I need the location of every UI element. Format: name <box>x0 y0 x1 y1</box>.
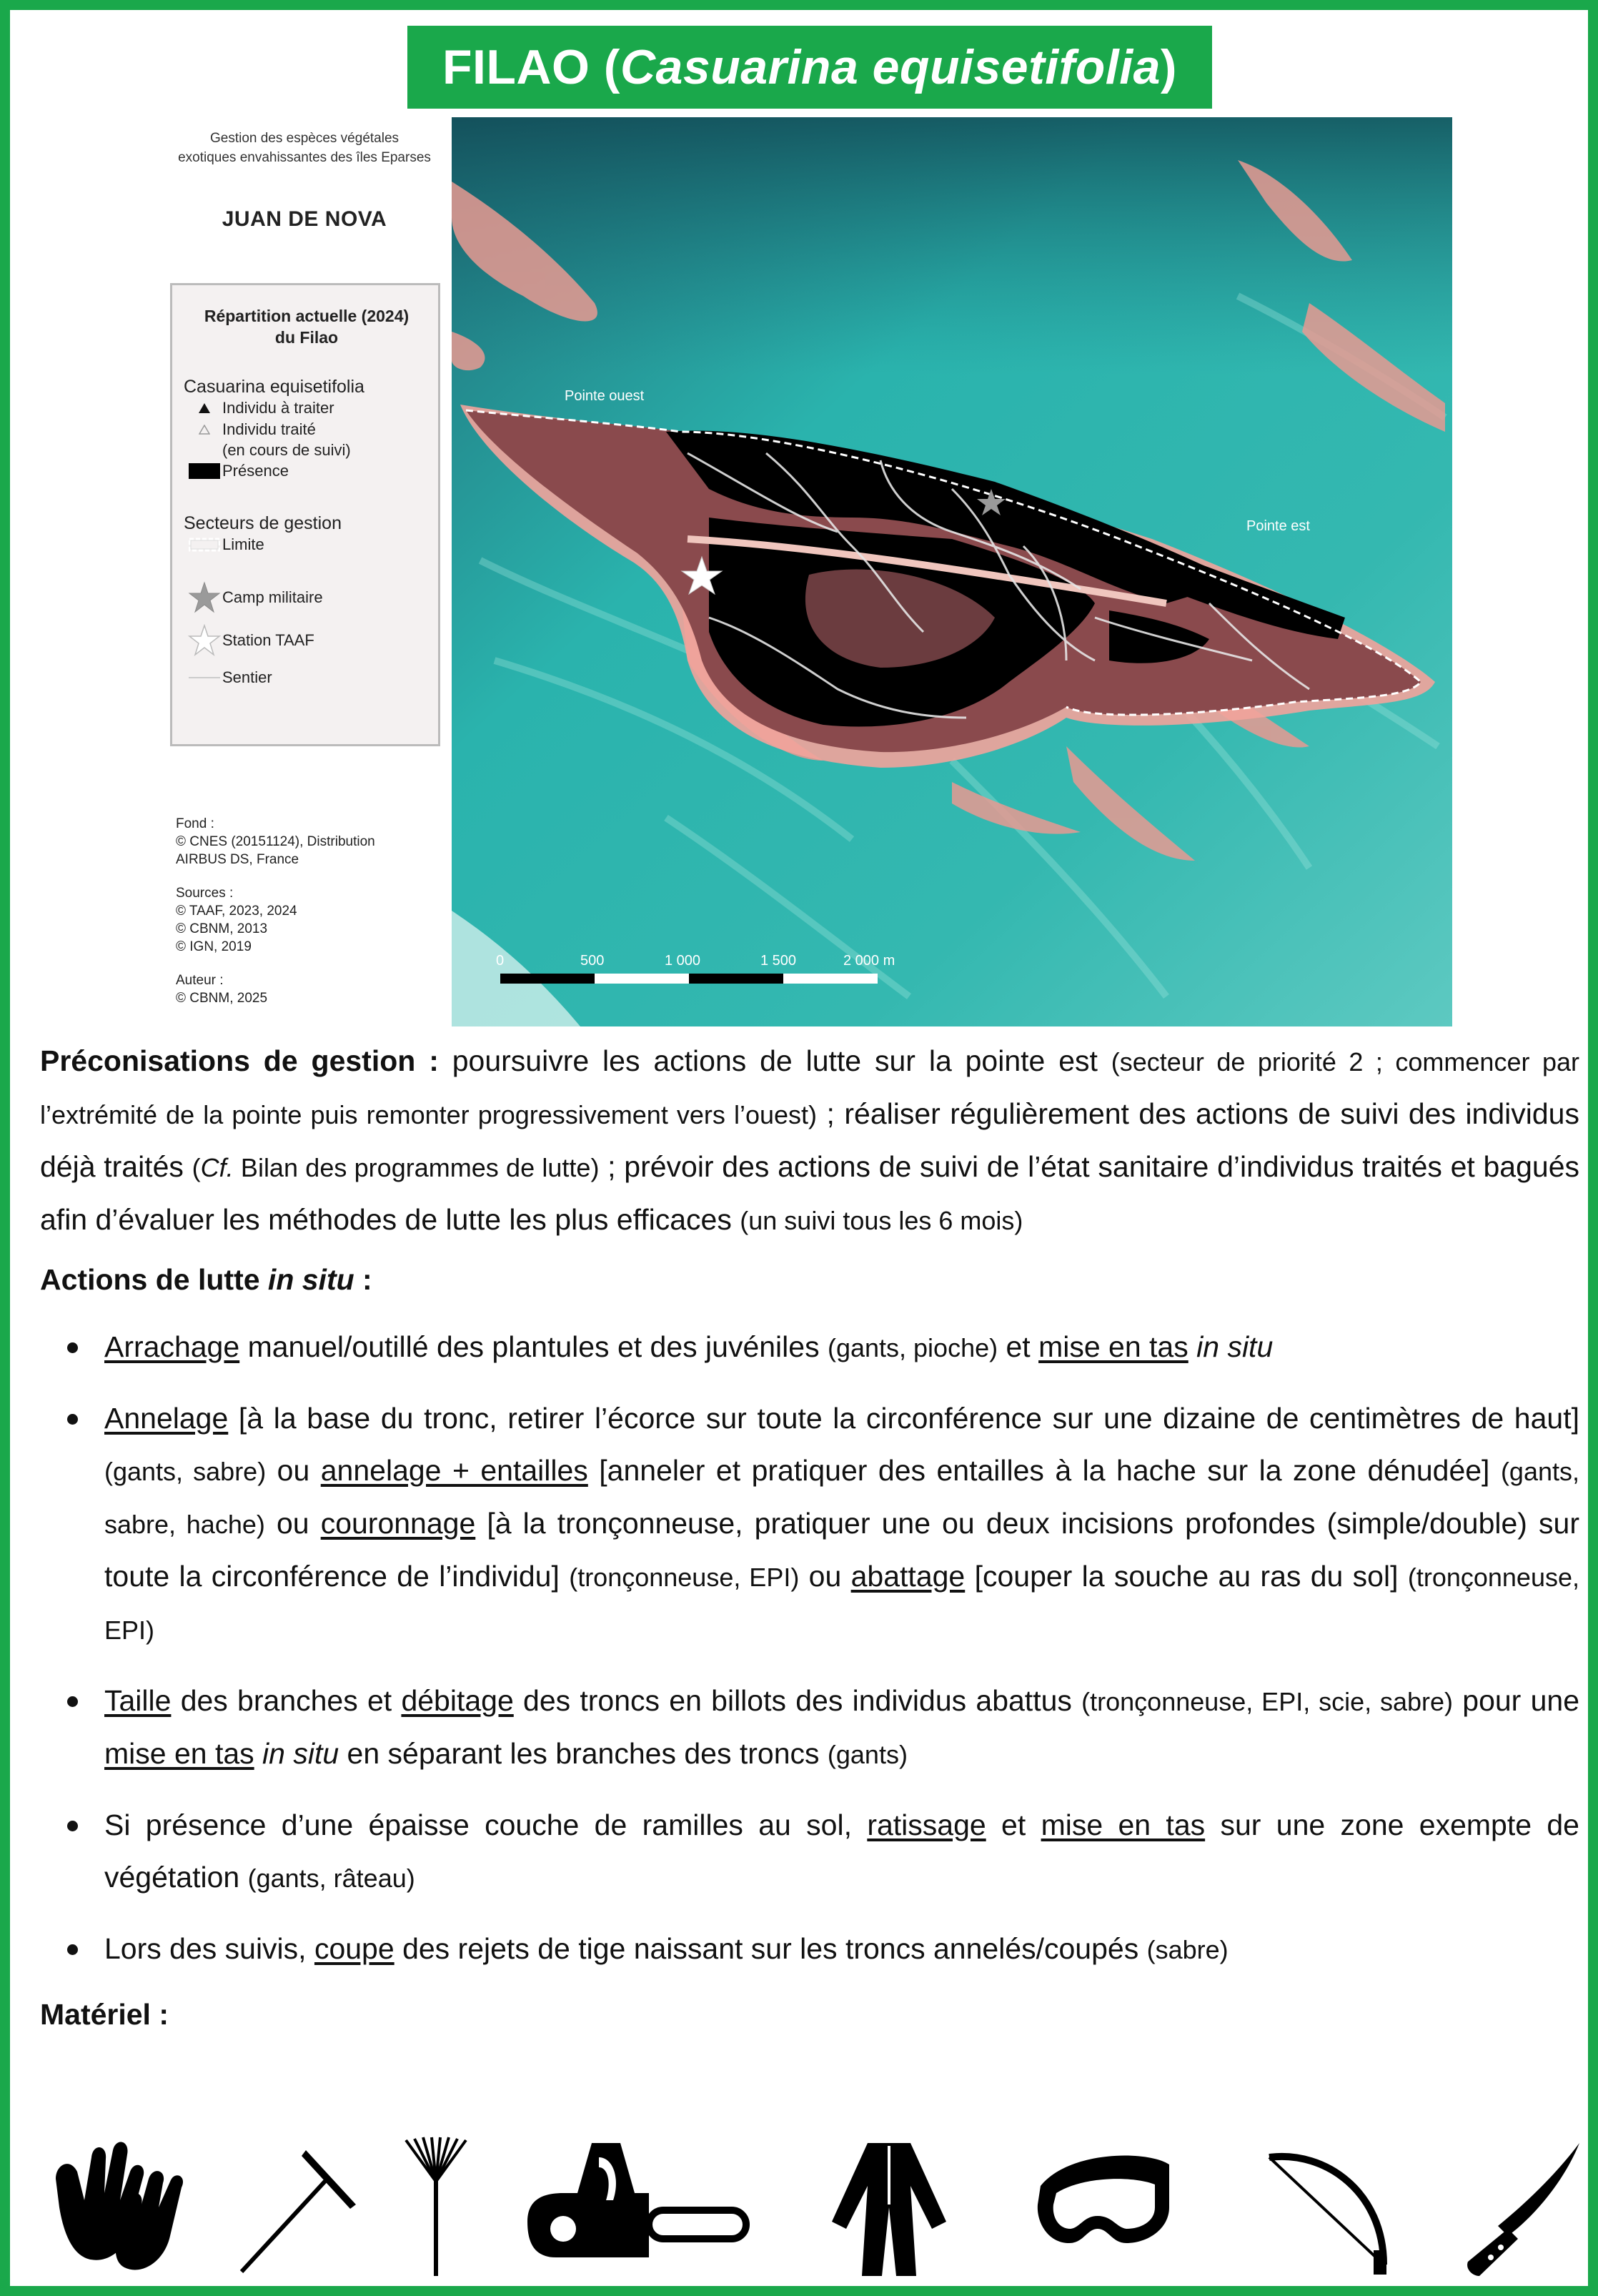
ppe-suit-icon <box>818 2136 961 2279</box>
management-recommendations: Préconisations de gestion : poursuivre les actions de lutte sur la pointe est (secteur de priorité 2 ; commencer par l’extrémité de la pointe puis remonter progressivement vers l’ouest) ; réaliser régulièrement des actions de suivi des individus déjà traités (Cf. Bilan des programmes de lutte) ; prévoir des actions de suivi de l’état sanitaire d’individus traités et bagués afin d’évaluer les méthodes de lutte les plus efficaces (un suivi tous les 6 mois) <box>40 1044 1580 1236</box>
page-title <box>407 26 1212 109</box>
action-item: Si présence d’une épaisse couche de ramilles au sol, ratissage et mise en tas sur une zone exempte de végétation (gants, râteau) <box>40 1799 1579 1904</box>
legend-item-path: Sentier <box>187 667 430 688</box>
svg-text:2 000 m: 2 000 m <box>843 953 895 969</box>
outline-triangle-icon <box>187 425 222 435</box>
gloves-icon <box>41 2136 199 2279</box>
legend-item-station: Station TAAF <box>187 624 430 657</box>
title-latin: Casuarina equisetifolia <box>620 40 1161 94</box>
black-square-icon <box>187 463 222 479</box>
action-item: Lors des suivis, coupe des rejets de tige naissant sur les troncs annelés/coupés (sabre) <box>40 1923 1579 1976</box>
pickaxe-icon <box>227 2136 370 2279</box>
text-content <box>40 1035 1579 2037</box>
label-pointe-ouest: Pointe ouest <box>565 388 645 404</box>
white-star-icon <box>187 624 222 657</box>
map-header: Gestion des espèces végétales exotiques envahissantes des îles Eparses <box>178 131 431 165</box>
map-legend: Répartition actuelle (2024) du Filao Casuarina equisetifolia Individu à traiter Individu traité (en cours de suivi) Présence Secteurs de gestion Limite Camp militaire Station TAAF Sentier <box>170 283 440 746</box>
legend-species: Casuarina equisetifolia <box>184 377 364 397</box>
title-close: ) <box>1160 40 1178 94</box>
legend-item-military: Camp militaire <box>187 581 430 614</box>
action-item: Taille des branches et débitage des troncs en billots des individus abattus (tronçonneuse, EPI, scie, sabre) pour une mise en tas in situ en séparant les branches des troncs (gants) <box>40 1675 1579 1781</box>
goggles-icon <box>1026 2136 1183 2279</box>
bow-saw-icon <box>1255 2136 1398 2279</box>
machete-icon <box>1458 2136 1587 2279</box>
svg-text:1 500: 1 500 <box>760 953 797 969</box>
tools-row <box>36 2136 1582 2279</box>
actions-list <box>40 1321 1579 1976</box>
satellite-map <box>452 117 1452 1026</box>
legend-title: Répartition actuelle (2024) du Filao <box>204 307 410 347</box>
map-legend-column <box>160 117 449 1026</box>
legend-item-treated: Individu traité <box>187 419 430 440</box>
island-name: JUAN DE NOVA <box>222 207 387 231</box>
map-credits: Fond : © CNES (20151124), Distribution AIRBUS DS, France Sources : © TAAF, 2023, 2024 © CBNM, 2013 © IGN, 2019 Auteur : © CBNM, 2025 <box>176 816 375 1006</box>
materiel-heading: Matériel : <box>40 1998 169 2031</box>
legend-item-limit: Limite <box>187 534 430 555</box>
actions-heading: Actions de lutte in situ : <box>40 1263 372 1296</box>
path-line-icon <box>187 674 222 681</box>
action-item: Annelage [à la base du tronc, retirer l’écorce sur toute la circonférence sur une dizaine de centimètres de haut] (gants, sabre) ou annelage + entailles [anneler et pratiquer des entailles à la hache sur la zone dénudée] (gants, sabre, hache) ou couronnage [à la tronçonneuse, pratiquer une ou deux incisions profondes (simple/double) sur toute la circonférence de l’individu] (tronçonneuse, EPI) ou abattage [couper la souche au ras du sol] (tronçonneuse, EPI) <box>40 1392 1579 1656</box>
legend-item-presence: Présence <box>187 460 430 482</box>
grey-star-icon <box>187 581 222 614</box>
title-common: FILAO ( <box>442 40 620 94</box>
chainsaw-icon <box>513 2136 756 2279</box>
label-pointe-est: Pointe est <box>1246 518 1310 534</box>
dashed-line-icon <box>187 537 222 553</box>
legend-sectors: Secteurs de gestion <box>184 513 342 533</box>
legend-item-to-treat: Individu à traiter <box>187 397 430 419</box>
action-item: Arrachage manuel/outillé des plantules et des juvéniles (gants, pioche) et mise en tas in situ <box>40 1321 1579 1374</box>
filled-triangle-icon <box>187 403 222 413</box>
rake-icon <box>393 2136 479 2279</box>
svg-text:1 000: 1 000 <box>665 953 701 969</box>
svg-text:500: 500 <box>580 953 605 969</box>
svg-text:0: 0 <box>496 953 505 969</box>
